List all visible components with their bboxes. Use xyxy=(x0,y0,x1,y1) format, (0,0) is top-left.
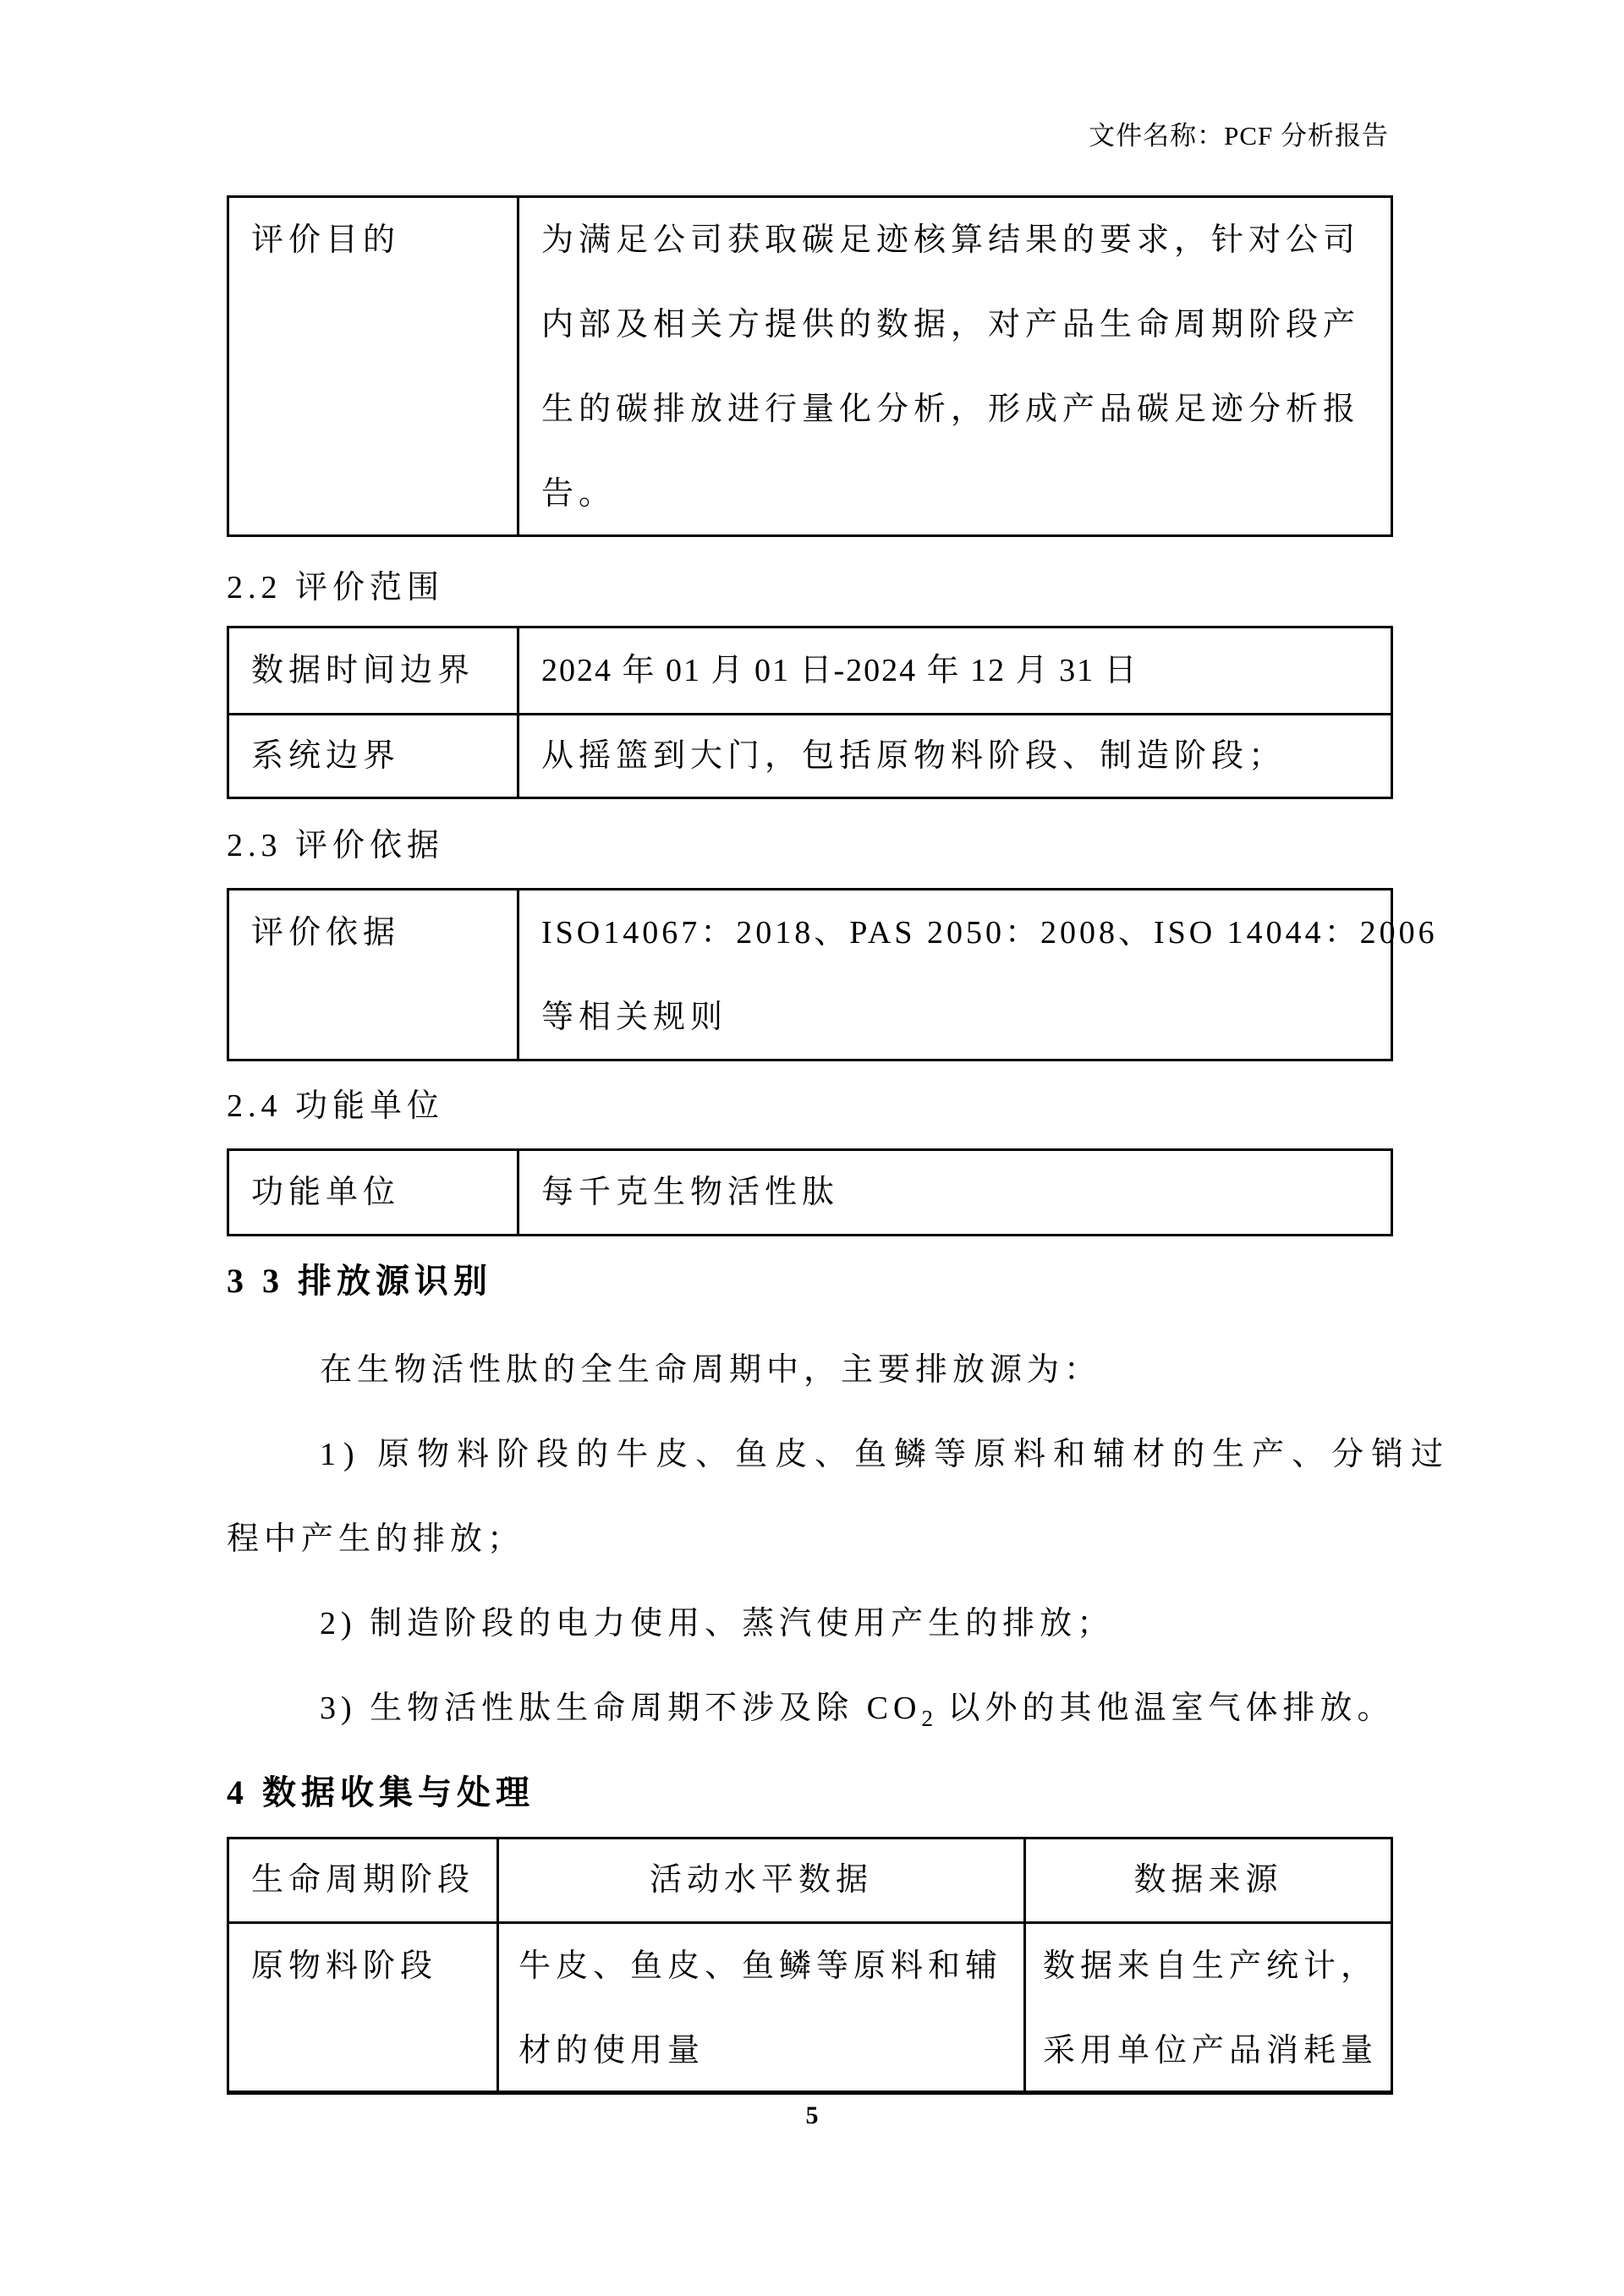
table-column-divider xyxy=(517,1151,519,1234)
cell-text-line: 生的碳排放进行量化分析，形成产品碳足迹分析报 xyxy=(541,392,1361,427)
table-data-collection xyxy=(227,1837,1393,2095)
cell-text-line: 内部及相关方提供的数据，对产品生命周期阶段产 xyxy=(541,307,1361,342)
cell-activity-line: 材的使用量 xyxy=(518,2033,705,2069)
cell-value: 每千克生物活性肽 xyxy=(541,1175,840,1210)
table-evaluation-basis xyxy=(227,888,1438,1061)
cell-text-line: 告。 xyxy=(541,476,617,512)
table-column-divider xyxy=(517,198,519,534)
row-label: 功能单位 xyxy=(251,1175,401,1210)
page-number: 5 xyxy=(805,2101,819,2129)
column-header-activity-data: 活动水平数据 xyxy=(649,1862,873,1898)
table-column-divider xyxy=(517,890,519,1059)
paragraph-emission-item3 xyxy=(227,1666,1394,1751)
table-evaluation-purpose xyxy=(227,195,1393,537)
section-heading-2-3: 2.3 评价依据 xyxy=(227,828,445,863)
paragraph-emission-intro: 在生物活性肽的全生命周期中，主要排放源为： xyxy=(320,1352,1102,1388)
section-heading-2-4: 2.4 功能单位 xyxy=(227,1088,445,1124)
column-header-data-source: 数据来源 xyxy=(1133,1862,1283,1898)
paragraph-emission-item2: 2) 制造阶段的电力使用、蒸汽使用产生的排放； xyxy=(320,1606,1115,1641)
paragraph-emission-item1-line1: 1) 原物料阶段的牛皮、鱼皮、鱼鳞等原料和辅材的生产、分销过 xyxy=(320,1437,1451,1472)
cell-value: 2024 年 01 月 01 日-2024 年 12 月 31 日 xyxy=(541,653,1138,688)
table-evaluation-scope xyxy=(227,626,1393,799)
document-title-header: 文件名称：PCF 分析报告 xyxy=(1089,121,1389,151)
cell-text-line: 为满足公司获取碳足迹核算结果的要求，针对公司 xyxy=(541,222,1361,258)
co2-subscript: 2 xyxy=(921,1706,935,1731)
cell-stage: 原物料阶段 xyxy=(251,1948,438,1984)
section-heading-2-2: 2.2 评价范围 xyxy=(227,570,445,606)
item3-text-before-subscript: 3) 生物活性肽生命周期不涉及除 CO xyxy=(320,1690,922,1726)
cell-text-line: 等相关规则 xyxy=(541,1000,728,1035)
cell-text-line: ISO14067：2018、PAS 2050：2008、ISO 14044：2006 xyxy=(541,915,1438,951)
row-label: 数据时间边界 xyxy=(251,653,475,688)
paragraph-emission-item1-line2: 程中产生的排放； xyxy=(227,1521,525,1557)
section-heading-4: 4 数据收集与处理 xyxy=(227,1773,535,1811)
cell-source-line: 采用单位产品消耗量 xyxy=(1043,2033,1379,2069)
row-label: 系统边界 xyxy=(251,738,401,774)
row-label: 评价目的 xyxy=(251,222,401,258)
row-label: 评价依据 xyxy=(251,915,401,951)
cell-activity-line: 牛皮、鱼皮、鱼鳞等原料和辅 xyxy=(518,1948,1003,1984)
cell-value: 从摇篮到大门，包括原物料阶段、制造阶段； xyxy=(541,738,1287,774)
section-heading-3-3: 3 3 排放源识别 xyxy=(227,1262,492,1300)
cell-source-line: 数据来自生产统计， xyxy=(1043,1948,1379,1984)
column-header-lifecycle-stage: 生命周期阶段 xyxy=(250,1862,475,1898)
item3-text-after-subscript: 以外的其他温室气体排放。 xyxy=(934,1690,1395,1726)
table-functional-unit xyxy=(227,1148,1393,1236)
